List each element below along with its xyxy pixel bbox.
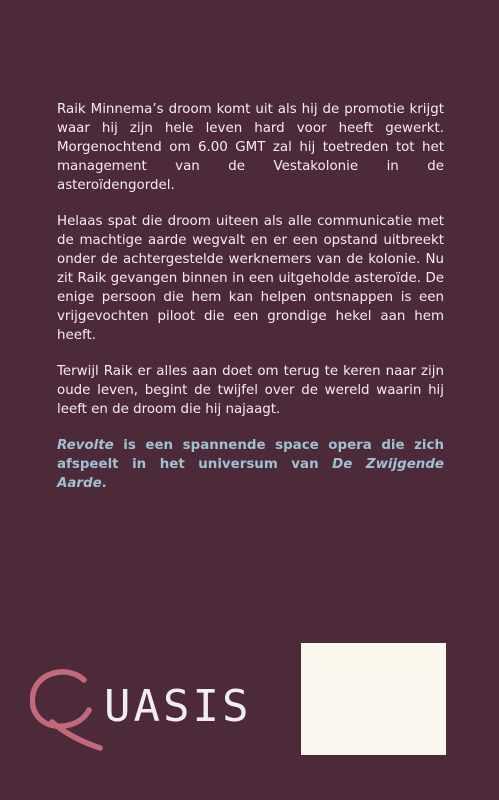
- blurb-paragraph-2: Helaas spat die droom uiteen als alle communicatie met de machtige aarde wegvalt en er een opstand uitbreekt onder de achtergestelde werknemers van de kolonie. Nu zit Raik gevangen binnen in een uitgeholde asteroïde. De enige persoon die hem kan helpen ontsnappen is een vrijgevochten piloot die een grondige hekel aan hem heeft.: [57, 214, 444, 343]
- publisher-logo: [30, 668, 250, 752]
- blurb-p4-end: .: [101, 476, 107, 491]
- series-title: De Zwijgende Aarde: [57, 457, 444, 491]
- barcode-placeholder: [301, 643, 446, 755]
- blurb-paragraph-3: Terwijl Raik er alles aan doet om terug te keren naar zijn oude leven, begint de twijfel over de wereld waarin hij leeft en de droom die hij najaagt.: [57, 364, 444, 417]
- book-title: Revolte: [57, 438, 114, 453]
- blurb-paragraph-4: [57, 436, 444, 493]
- blurb-p4-middle: is een spannende space opera die zich afspeelt in het universum van: [57, 438, 444, 472]
- publisher-name: UASIS: [104, 681, 252, 732]
- blurb-paragraph-1: Raik Minnema’s droom komt uit als hij de promotie krijgt waar hij zijn hele leven hard voor heeft gewerkt. Morgenochtend om 6.00 GMT zal hij toetreden tot het management van de Vestakolonie in de asteroïdengordel.: [57, 102, 444, 193]
- blurb-text: [57, 100, 444, 510]
